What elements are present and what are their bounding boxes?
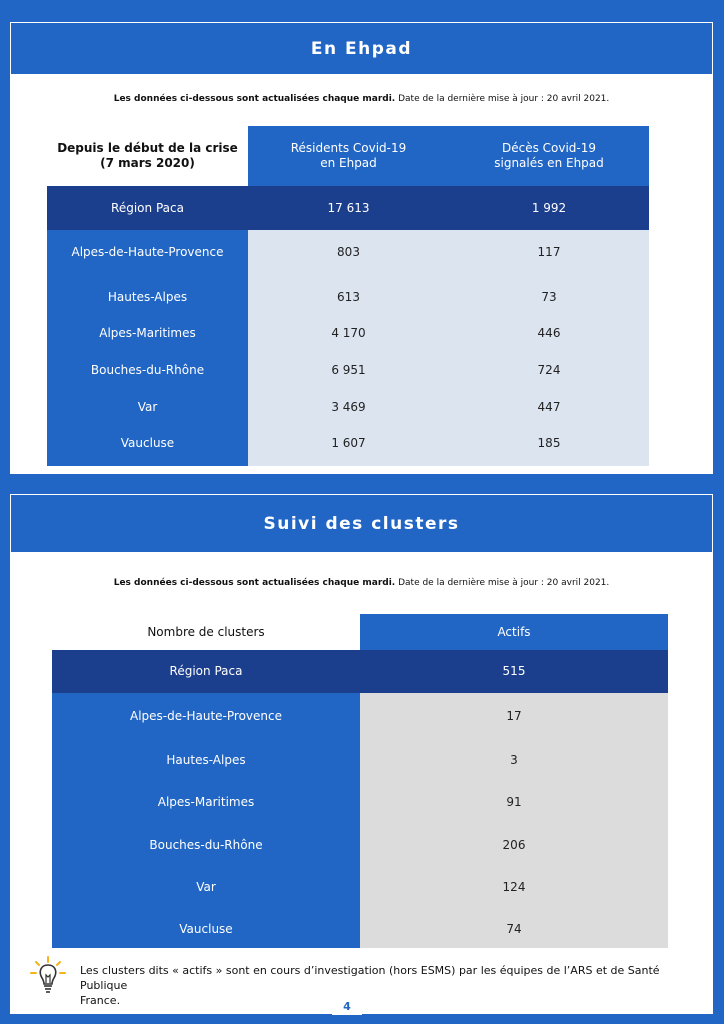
- clusters-note-bold: Les données ci-dessous sont actualisées chaque mardi.: [113, 578, 396, 588]
- clusters-row-actifs: 91: [506, 794, 522, 809]
- clusters-note-rest: Date de la dernière mise à jour : 20 avril 2021.: [395, 578, 610, 588]
- clusters-update-note: [10, 578, 713, 588]
- ehpad-region-deces: 1 992: [531, 200, 567, 215]
- ehpad-row-residents: 803: [337, 244, 360, 259]
- ehpad-row-deces: 446: [537, 325, 561, 340]
- ehpad-row-deces: 185: [537, 435, 561, 450]
- clusters-col-actifs-header: Actifs: [360, 614, 668, 650]
- ehpad-col-residents-header: [248, 126, 449, 186]
- clusters-row-name: Alpes-Maritimes: [157, 794, 255, 809]
- ehpad-row-name: Vaucluse: [120, 435, 175, 450]
- ehpad-section-title: [10, 22, 713, 75]
- clusters-row-actifs: 74: [506, 921, 522, 936]
- ehpad-col1-line1: Résidents Covid-19: [290, 141, 407, 155]
- ehpad-update-note: [10, 94, 713, 104]
- ehpad-row-deces: 724: [537, 362, 561, 377]
- ehpad-region-residents: 17 613: [327, 200, 370, 215]
- clusters-row-actifs: 17: [506, 708, 522, 723]
- ehpad-title-text: En Ehpad: [310, 38, 413, 59]
- clusters-footnote: [80, 963, 700, 1008]
- clusters-label-column: [52, 693, 360, 948]
- ehpad-header-label: [47, 126, 248, 186]
- ehpad-header-label-line1: Depuis le début de la crise: [57, 141, 238, 155]
- ehpad-col2-line1: Décès Covid-19: [501, 141, 597, 155]
- page-number: 4: [332, 997, 362, 1015]
- ehpad-row-residents: 4 170: [331, 325, 366, 340]
- ehpad-header-label-line2: (7 mars 2020): [100, 156, 195, 170]
- clusters-row-name: Vaucluse: [179, 921, 233, 936]
- ehpad-col2-line2: signalés en Ehpad: [494, 156, 604, 170]
- clusters-header-label: Nombre de clusters: [147, 624, 265, 639]
- ehpad-row-deces: 447: [537, 399, 561, 414]
- clusters-row-actifs: 206: [502, 837, 526, 852]
- footnote-line2: France.: [80, 994, 121, 1007]
- ehpad-note-rest: Date de la dernière mise à jour : 20 avril 2021.: [395, 94, 610, 104]
- clusters-values-background: [360, 693, 668, 948]
- ehpad-row-residents: 3 469: [331, 399, 366, 414]
- clusters-row-name: Alpes-de-Haute-Provence: [130, 708, 282, 723]
- ehpad-row-residents: 6 951: [331, 362, 366, 377]
- ehpad-row-residents: 1 607: [331, 435, 366, 450]
- footnote-line1: Les clusters dits « actifs » sont en cours d’investigation (hors ESMS) par les équipes de l’ARS et de Santé Publique: [80, 964, 660, 992]
- ehpad-note-bold: Les données ci-dessous sont actualisées chaque mardi.: [113, 94, 396, 104]
- clusters-region-name: Région Paca: [169, 664, 243, 678]
- clusters-title-text: Suivi des clusters: [263, 513, 460, 534]
- ehpad-row-name: Alpes-Maritimes: [99, 325, 196, 340]
- clusters-row-actifs: 124: [502, 879, 526, 894]
- ehpad-col1-line2: en Ehpad: [320, 156, 377, 170]
- clusters-row-name: Var: [196, 879, 216, 894]
- clusters-row-name: Hautes-Alpes: [166, 752, 246, 767]
- ehpad-row-deces: 73: [541, 289, 557, 304]
- clusters-row-name: Bouches-du-Rhône: [149, 837, 263, 852]
- clusters-region-actifs: 515: [502, 664, 526, 678]
- ehpad-row-name: Var: [137, 399, 158, 414]
- ehpad-col-deces-header: [449, 126, 649, 186]
- lightbulb-icon: [28, 955, 68, 997]
- ehpad-region-name: Région Paca: [111, 200, 184, 215]
- ehpad-row-name: Bouches-du-Rhône: [90, 362, 205, 377]
- clusters-section-title: [10, 494, 713, 553]
- ehpad-row-name: Alpes-de-Haute-Provence: [71, 244, 224, 259]
- ehpad-row-residents: 613: [337, 289, 360, 304]
- clusters-row-actifs: 3: [510, 752, 518, 767]
- ehpad-row-deces: 117: [537, 244, 561, 259]
- ehpad-row-name: Hautes-Alpes: [107, 289, 188, 304]
